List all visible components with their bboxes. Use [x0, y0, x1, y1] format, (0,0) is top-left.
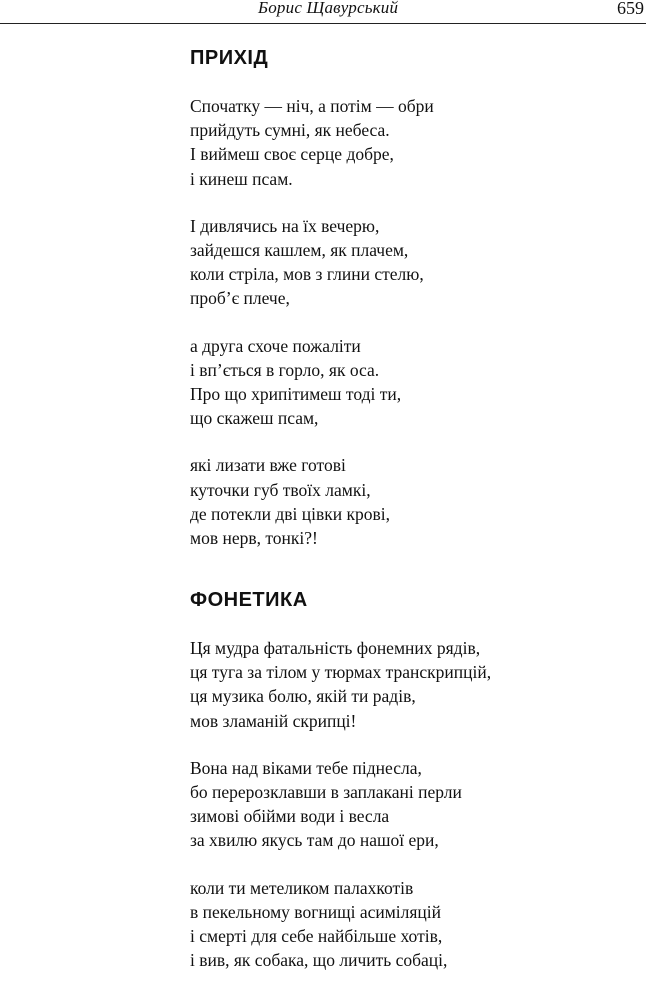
verse-line: ця туга за тілом у тюрмах транскрипцій, [190, 662, 492, 683]
verse-line: які лизати вже готові [190, 455, 346, 476]
verse-line: коли стріла, мов з глини стелю, [190, 264, 424, 285]
verse-line: Ця мудра фатальність фонемних рядів, [190, 638, 481, 658]
verse-line: проб’є плече, [190, 288, 290, 309]
verse-line: мов зламаній скрипці! [190, 710, 357, 731]
running-head [0, 0, 646, 22]
verse-line: Вона над віками тебе піднесла, [190, 757, 422, 778]
verse-line: Спочатку — ніч, а потім — обри [190, 96, 434, 116]
verse-line: куточки губ твоїх ламкі, [190, 479, 371, 500]
poem-fonetyka [190, 588, 630, 995]
poem-title: ФОНЕТИКА [190, 589, 308, 611]
page-number: 659 [617, 0, 644, 18]
verse-line: зимові обійми води і весла [190, 806, 390, 827]
poem-title: ПРИХІД [190, 47, 269, 69]
verse-line: мов нерв, тонкі?! [190, 528, 318, 549]
stanza [190, 214, 630, 311]
stanza [190, 636, 630, 733]
poem-prykhid [190, 46, 630, 573]
stanza [190, 453, 630, 550]
verse-line: ця музика болю, якій ти радів, [190, 686, 416, 707]
verse-line: І дивлячись на їх вечерю, [190, 215, 380, 236]
verse-line: бо перерозклавши в заплакані перли [190, 782, 462, 803]
verse-line: і вив, як собака, що личить собаці, [190, 950, 448, 971]
verse-line: за хвилю якусь там до нашої ери, [190, 830, 439, 851]
header-rule [0, 23, 646, 24]
verse-line: в пекельному вогнищі асиміляцій [190, 901, 442, 922]
verse-line: зайдешся кашлем, як плачем, [190, 240, 409, 261]
verse-line: що скажеш псам, [190, 408, 319, 429]
verse-line: і вп’ється в горло, як оса. [190, 359, 380, 380]
verse-line: а друга схоче пожаліти [190, 335, 361, 356]
stanza [190, 334, 630, 431]
verse-line: де потекли дві цівки крові, [190, 503, 390, 524]
stanza [190, 876, 630, 973]
stanza [190, 756, 630, 853]
verse-line: прийдуть сумні, як небеса. [190, 120, 390, 141]
verse-line: і кинеш псам. [190, 168, 293, 189]
running-head-author: Борис Щавурський [258, 0, 399, 17]
verse-line: І виймеш своє серце добре, [190, 144, 394, 165]
verse-line: Про що хрипітимеш тоді ти, [190, 384, 402, 405]
stanza [190, 94, 630, 191]
verse-line: і смерті для себе найбільше хотів, [190, 926, 443, 947]
verse-line: коли ти метеликом палахкотів [190, 877, 414, 898]
